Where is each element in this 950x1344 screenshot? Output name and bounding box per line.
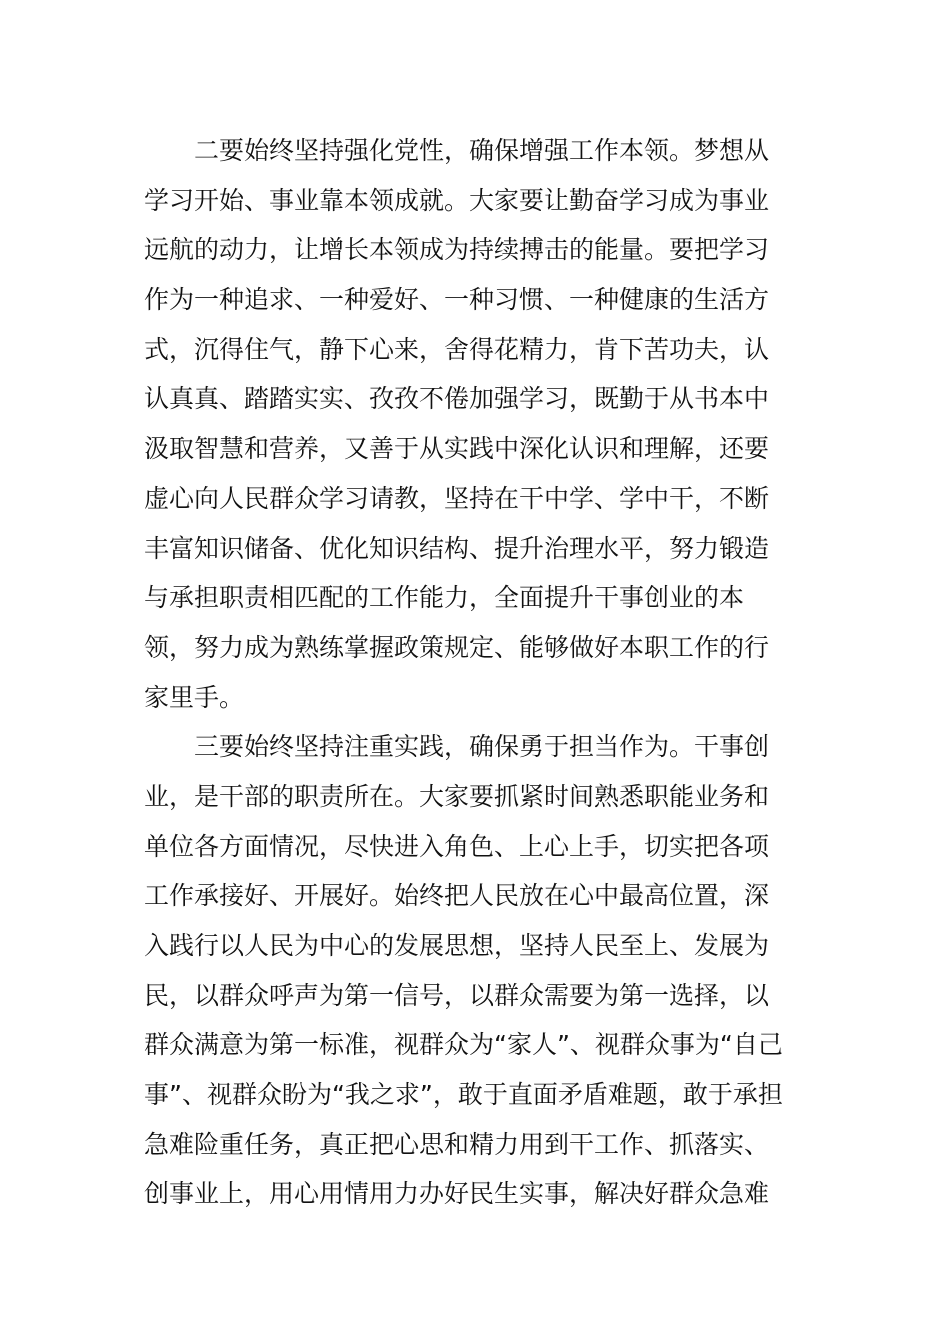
paragraph-3-line-8: 事”、视群众盼为“我之求”，敢于直面矛盾难题，敢于承担 (144, 1080, 783, 1110)
paragraph-3-line-2: 业，是干部的职责所在。大家要抓紧时间熟悉职能业务和 (144, 781, 770, 811)
paragraph-2-line-5: 式，沉得住气，静下心来，舍得花精力，肯下苦功夫，认 (144, 334, 770, 364)
paragraph-2-line-4: 作为一种追求、一种爱好、一种习惯、一种健康的生活方 (144, 285, 770, 315)
paragraph-2-line-9: 丰富知识储备、优化知识结构、提升治理水平，努力锻造 (144, 533, 770, 563)
paragraph-2-line-6: 认真真、踏踏实实、孜孜不倦加强学习，既勤于从书本中 (144, 384, 770, 414)
paragraph-2-line-3: 远航的动力，让增长本领成为持续搏击的能量。要把学习 (144, 235, 770, 265)
paragraph-3-line-6: 民，以群众呼声为第一信号，以群众需要为第一选择，以 (144, 980, 770, 1010)
paragraph-2-line-10: 与承担职责相匹配的工作能力，全面提升干事创业的本 (144, 583, 745, 613)
paragraph-2-line-1: 二要始终坚持强化党性，确保增强工作本领。梦想从 (194, 136, 770, 165)
paragraph-2-line-2: 学习开始、事业靠本领成就。大家要让勤奋学习成为事业 (144, 185, 770, 215)
paragraph-2-line-11: 领，努力成为熟练掌握政策规定、能够做好本职工作的行 (144, 632, 770, 662)
paragraph-3-line-1: 三要始终坚持注重实践，确保勇于担当作为。干事创 (194, 732, 770, 762)
paragraph-3-line-10: 创事业上，用心用情用力办好民生实事，解决好群众急难 (144, 1179, 770, 1209)
paragraph-3-line-4: 工作承接好、开展好。始终把人民放在心中最高位置，深 (144, 881, 770, 911)
paragraph-3-line-9: 急难险重任务，真正把心思和精力用到干工作、抓落实、 (144, 1129, 770, 1159)
paragraph-3-line-5: 入践行以人民为中心的发展思想，坚持人民至上、发展为 (144, 931, 770, 960)
paragraph-2-line-12: 家里手。 (144, 682, 245, 712)
body-text (144, 126, 794, 1219)
paragraph-2-line-8: 虚心向人民群众学习请教，坚持在干中学、学中干，不断 (144, 483, 770, 513)
paragraph-2-line-7: 汲取智慧和营养，又善于从实践中深化认识和理解，还要 (144, 434, 770, 464)
paragraph-3-line-3: 单位各方面情况，尽快进入角色、上心上手，切实把各项 (144, 831, 770, 861)
paragraph-3-line-7: 群众满意为第一标准，视群众为“家人”、视群众事为“自己 (144, 1030, 783, 1060)
